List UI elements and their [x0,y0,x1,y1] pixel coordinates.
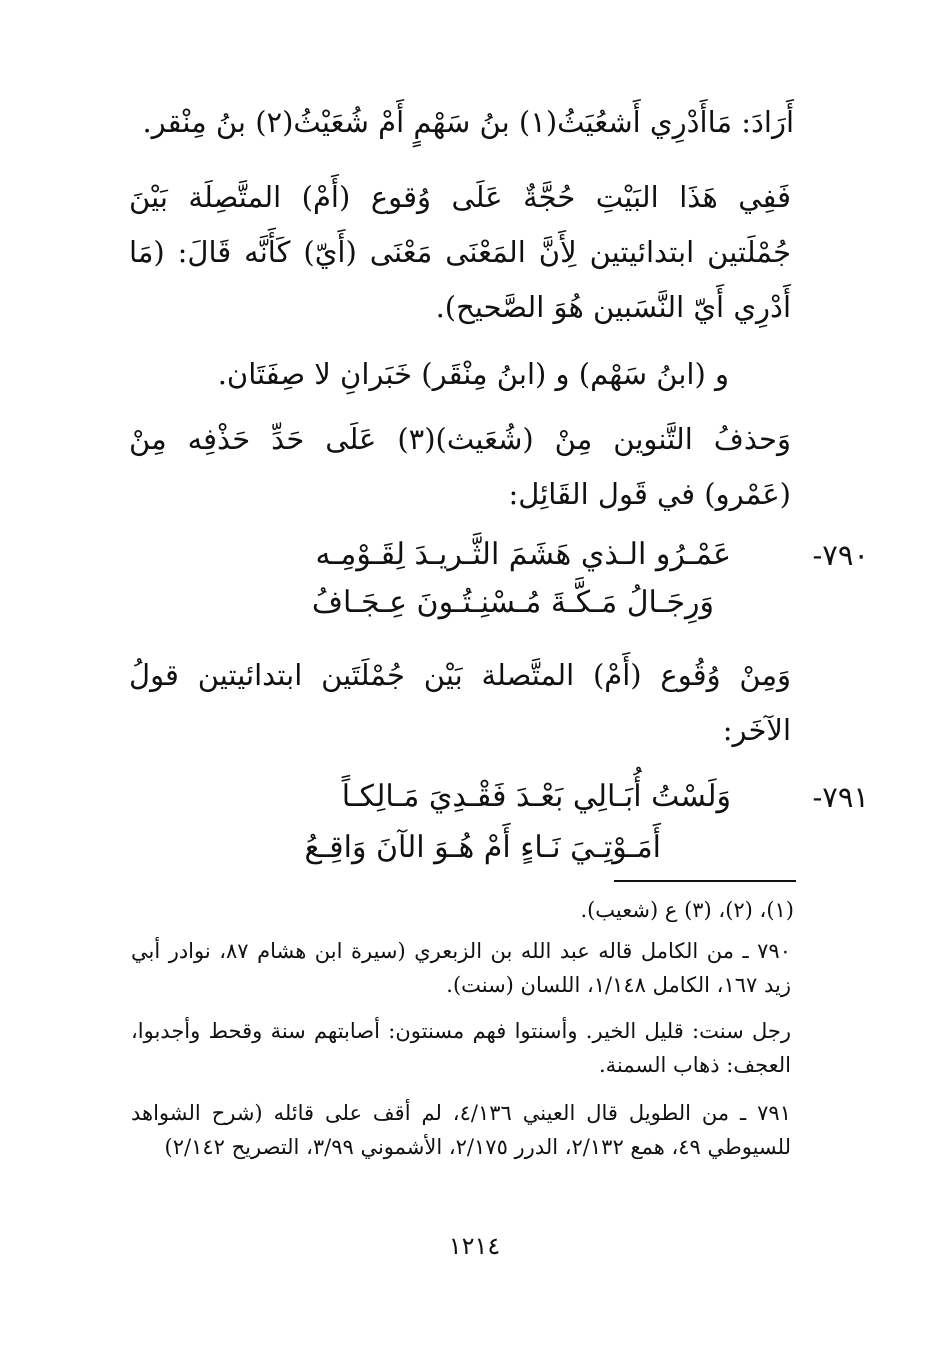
paragraph-3: و (ابنُ سَهْم) و (ابنُ مِنْقَر) خَبَرانِ لا صِفَتَان. [217,357,729,391]
paragraph-1: أَرَادَ: مَاأَدْرِي أَشعُيَثُ(١) بنُ سَهْمٍ أَمْ شُعَيْثُ(٢) بنُ مِنْقر. [142,105,794,139]
footnote-1-3: (١)، (٢)، (٣) ع (شعيب). [580,898,794,922]
paragraph-4: وَحذفُ التَّنوين مِنْ (شُعَيث)(٣) عَلَى حَدِّ حَذْفِه مِنْ (عَمْرو) في قَول القَائِل: [129,422,791,511]
paragraph-2: فَفِي هَذَا البَيْتِ حُجَّةٌ عَلَى وُقوع (أَمْ) المتَّصِلَة بَيْنَ جُمْلَتين ابتدائيتين لِأَنَّ المَعْنَى مَعْنَى (أَيّ) كَأَنَّه قَالَ: (مَا أَدْرِي أَيّ النَّسَبين هُوَ الصَّحيح). [129,180,791,324]
verse-791-first-hemistich: وَلَسْتُ أُبَـالِي بَعْـدَ فَقْـدِيَ مَـالِكـاً [341,779,731,814]
paragraph-5: وَمِنْ وُقُوع (أَمْ) المتَّصلة بَيْن جُمْلَتَين ابتدائيتين قولُ الآخَر: [129,658,791,747]
footnote-791: ٧٩١ ـ من الطويل قال العيني ٤/١٣٦، لم أقف على قائله (شرح الشواهد للسيوطي ٤٩، همع ٢/١٣٢، الدرر ٢/١٧٥، الأشموني ٣/٩٩، التصريح ٢/١٤٢) [131,1101,791,1159]
verse-791-second-hemistich: أَمَـوْتِـيَ نَـاءٍ أَمْ هُـوَ الآنَ وَاقِـعُ [304,830,661,865]
page-number: ١٢١٤ [448,1232,501,1260]
verse-number-790: ٧٩٠- [812,538,869,572]
footnote-separator [614,880,796,882]
verse-number-791: ٧٩١- [812,780,869,814]
verse-790-first-hemistich: عَمْـرُو الـذي هَشَمَ الثَّـريـدَ لِقَـوْمِـه [315,537,731,572]
footnote-790-gloss: رجل سنت: قليل الخير. وأسنتوا فهم مسنتون: أصابتهم سنة وقحط وأجدبوا، العجف: ذهاب السمنة. [131,1019,791,1077]
footnote-790: ٧٩٠ ـ من الكامل قاله عبد الله بن الزبعري (سيرة ابن هشام ٨٧، نوادر أبي زيد ١٦٧، الكامل ١/١٤٨، اللسان (سنت). [131,939,791,997]
verse-790-second-hemistich: وَرِجَـالُ مَـكَّـةَ مُـسْنِـتُـونَ عِـجَـافُ [311,585,714,620]
